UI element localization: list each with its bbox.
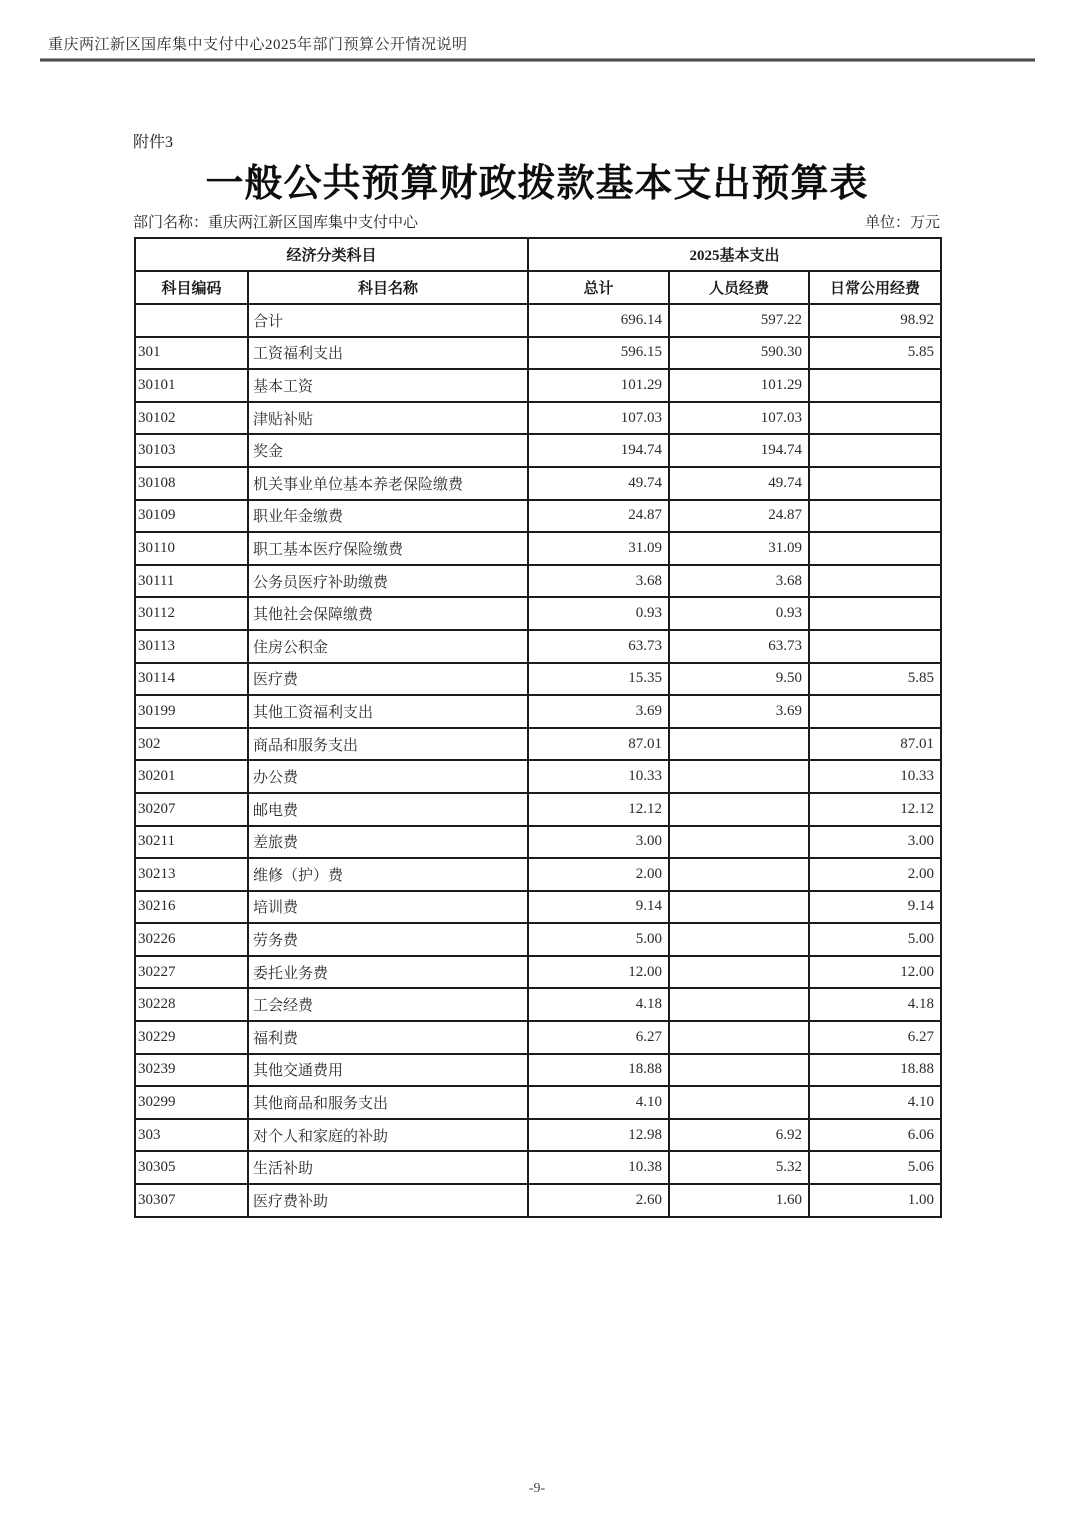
table-row <box>135 500 941 533</box>
table-row <box>135 434 941 467</box>
cell-personnel-funds: 107.03 <box>669 402 809 435</box>
cell-subject-code: 30226 <box>135 923 248 956</box>
cell-total: 63.73 <box>528 630 669 663</box>
cell-subject-name: 培训费 <box>248 891 528 924</box>
cell-total: 4.18 <box>528 988 669 1021</box>
column-header-personnel-funds: 人员经费 <box>669 271 809 304</box>
cell-subject-code: 30109 <box>135 500 248 533</box>
cell-personnel-funds <box>669 923 809 956</box>
table-row <box>135 728 941 761</box>
page-number: -9- <box>528 1481 546 1496</box>
page-title: 一般公共预算财政拨款基本支出预算表 <box>205 163 869 205</box>
cell-total: 12.12 <box>528 793 669 826</box>
cell-total: 31.09 <box>528 532 669 565</box>
table-header-row-columns <box>135 271 941 304</box>
cell-subject-name: 基本工资 <box>248 369 528 402</box>
cell-total: 107.03 <box>528 402 669 435</box>
table-row <box>135 565 941 598</box>
attachment-label: 附件3 <box>133 134 174 151</box>
table-row <box>135 988 941 1021</box>
document-header-text: 重庆两江新区国库集中支付中心2025年部门预算公开情况说明 <box>48 37 468 53</box>
table-row <box>135 663 941 696</box>
cell-total: 101.29 <box>528 369 669 402</box>
cell-total: 2.60 <box>528 1184 669 1217</box>
cell-subject-code: 30207 <box>135 793 248 826</box>
cell-subject-name: 福利费 <box>248 1021 528 1054</box>
cell-daily-public-funds: 6.27 <box>809 1021 941 1054</box>
cell-daily-public-funds <box>809 565 941 598</box>
cell-subject-name: 生活补助 <box>248 1151 528 1184</box>
cell-subject-name: 职工基本医疗保险缴费 <box>248 532 528 565</box>
cell-personnel-funds: 101.29 <box>669 369 809 402</box>
cell-daily-public-funds <box>809 630 941 663</box>
cell-personnel-funds: 63.73 <box>669 630 809 663</box>
header-economic-classification: 经济分类科目 <box>135 238 528 271</box>
cell-subject-name: 医疗费 <box>248 663 528 696</box>
cell-subject-name: 机关事业单位基本养老保险缴费 <box>248 467 528 500</box>
cell-total: 5.00 <box>528 923 669 956</box>
cell-personnel-funds: 194.74 <box>669 434 809 467</box>
cell-daily-public-funds: 5.85 <box>809 337 941 370</box>
table-row <box>135 826 941 859</box>
cell-daily-public-funds <box>809 597 941 630</box>
cell-subject-name: 其他工资福利支出 <box>248 695 528 728</box>
department-name-label: 部门名称：重庆两江新区国库集中支付中心 <box>133 215 419 231</box>
cell-personnel-funds <box>669 891 809 924</box>
cell-personnel-funds <box>669 988 809 1021</box>
cell-subject-code: 30113 <box>135 630 248 663</box>
cell-personnel-funds: 6.92 <box>669 1119 809 1152</box>
cell-subject-code: 30201 <box>135 760 248 793</box>
cell-personnel-funds <box>669 956 809 989</box>
cell-subject-name: 工资福利支出 <box>248 337 528 370</box>
cell-daily-public-funds: 1.00 <box>809 1184 941 1217</box>
cell-subject-code: 30112 <box>135 597 248 630</box>
cell-daily-public-funds: 6.06 <box>809 1119 941 1152</box>
cell-subject-code: 303 <box>135 1119 248 1152</box>
header-rule <box>40 58 1035 62</box>
cell-daily-public-funds: 12.12 <box>809 793 941 826</box>
cell-subject-name: 职业年金缴费 <box>248 500 528 533</box>
cell-personnel-funds <box>669 858 809 891</box>
cell-total: 18.88 <box>528 1054 669 1087</box>
cell-subject-name: 其他商品和服务支出 <box>248 1086 528 1119</box>
table-row <box>135 369 941 402</box>
column-header-subject-code: 科目编码 <box>135 271 248 304</box>
cell-personnel-funds <box>669 728 809 761</box>
cell-subject-code: 30199 <box>135 695 248 728</box>
cell-subject-name: 邮电费 <box>248 793 528 826</box>
cell-subject-code: 301 <box>135 337 248 370</box>
table-row <box>135 956 941 989</box>
cell-subject-code: 30211 <box>135 826 248 859</box>
cell-subject-code: 30114 <box>135 663 248 696</box>
cell-subject-name: 公务员医疗补助缴费 <box>248 565 528 598</box>
cell-subject-code: 30305 <box>135 1151 248 1184</box>
cell-subject-code <box>135 304 248 337</box>
cell-personnel-funds: 597.22 <box>669 304 809 337</box>
table-row <box>135 858 941 891</box>
cell-daily-public-funds: 5.00 <box>809 923 941 956</box>
cell-total: 3.00 <box>528 826 669 859</box>
cell-personnel-funds: 9.50 <box>669 663 809 696</box>
cell-subject-name: 工会经费 <box>248 988 528 1021</box>
cell-daily-public-funds <box>809 532 941 565</box>
cell-subject-code: 30103 <box>135 434 248 467</box>
cell-subject-code: 30108 <box>135 467 248 500</box>
cell-total: 49.74 <box>528 467 669 500</box>
column-header-subject-name: 科目名称 <box>248 271 528 304</box>
cell-subject-name: 其他交通费用 <box>248 1054 528 1087</box>
cell-personnel-funds: 49.74 <box>669 467 809 500</box>
cell-personnel-funds: 3.68 <box>669 565 809 598</box>
cell-subject-name: 维修（护）费 <box>248 858 528 891</box>
cell-daily-public-funds: 98.92 <box>809 304 941 337</box>
table-row <box>135 891 941 924</box>
cell-subject-code: 30299 <box>135 1086 248 1119</box>
cell-personnel-funds <box>669 793 809 826</box>
cell-subject-code: 30101 <box>135 369 248 402</box>
cell-daily-public-funds <box>809 434 941 467</box>
cell-subject-name: 劳务费 <box>248 923 528 956</box>
cell-total: 3.68 <box>528 565 669 598</box>
meta-row <box>133 211 940 232</box>
cell-total: 87.01 <box>528 728 669 761</box>
cell-personnel-funds: 24.87 <box>669 500 809 533</box>
unit-label: 单位：万元 <box>864 215 940 231</box>
cell-total: 696.14 <box>528 304 669 337</box>
cell-daily-public-funds <box>809 500 941 533</box>
cell-daily-public-funds: 10.33 <box>809 760 941 793</box>
cell-daily-public-funds <box>809 695 941 728</box>
cell-subject-name: 医疗费补助 <box>248 1184 528 1217</box>
cell-personnel-funds: 5.32 <box>669 1151 809 1184</box>
cell-daily-public-funds: 4.18 <box>809 988 941 1021</box>
cell-daily-public-funds: 5.06 <box>809 1151 941 1184</box>
cell-total: 12.00 <box>528 956 669 989</box>
table-row <box>135 1021 941 1054</box>
cell-personnel-funds: 31.09 <box>669 532 809 565</box>
cell-subject-name: 合计 <box>248 304 528 337</box>
cell-personnel-funds: 1.60 <box>669 1184 809 1217</box>
column-header-daily-public-funds: 日常公用经费 <box>809 271 941 304</box>
cell-subject-code: 30228 <box>135 988 248 1021</box>
cell-daily-public-funds: 9.14 <box>809 891 941 924</box>
cell-total: 596.15 <box>528 337 669 370</box>
table-row <box>135 337 941 370</box>
table-row <box>135 1086 941 1119</box>
cell-total: 9.14 <box>528 891 669 924</box>
column-header-total: 总计 <box>528 271 669 304</box>
cell-personnel-funds <box>669 760 809 793</box>
cell-personnel-funds <box>669 826 809 859</box>
cell-total: 12.98 <box>528 1119 669 1152</box>
cell-total: 0.93 <box>528 597 669 630</box>
cell-subject-code: 30227 <box>135 956 248 989</box>
budget-table-body <box>135 304 941 1217</box>
cell-subject-name: 住房公积金 <box>248 630 528 663</box>
cell-total: 15.35 <box>528 663 669 696</box>
cell-subject-code: 302 <box>135 728 248 761</box>
cell-subject-code: 30216 <box>135 891 248 924</box>
cell-daily-public-funds: 4.10 <box>809 1086 941 1119</box>
cell-total: 2.00 <box>528 858 669 891</box>
cell-daily-public-funds: 12.00 <box>809 956 941 989</box>
table-row <box>135 532 941 565</box>
table-row <box>135 597 941 630</box>
cell-total: 6.27 <box>528 1021 669 1054</box>
header-2025-basic-expenditure: 2025基本支出 <box>528 238 941 271</box>
table-header-row-groups <box>135 238 941 271</box>
cell-personnel-funds <box>669 1054 809 1087</box>
cell-personnel-funds <box>669 1021 809 1054</box>
cell-total: 10.38 <box>528 1151 669 1184</box>
cell-personnel-funds: 0.93 <box>669 597 809 630</box>
table-row <box>135 695 941 728</box>
cell-subject-code: 30111 <box>135 565 248 598</box>
table-row <box>135 467 941 500</box>
cell-subject-code: 30307 <box>135 1184 248 1217</box>
cell-subject-name: 津贴补贴 <box>248 402 528 435</box>
table-row <box>135 1054 941 1087</box>
cell-daily-public-funds <box>809 369 941 402</box>
cell-daily-public-funds: 2.00 <box>809 858 941 891</box>
table-row <box>135 630 941 663</box>
table-row <box>135 304 941 337</box>
cell-subject-code: 30239 <box>135 1054 248 1087</box>
cell-subject-name: 商品和服务支出 <box>248 728 528 761</box>
cell-subject-name: 委托业务费 <box>248 956 528 989</box>
table-row <box>135 1119 941 1152</box>
table-row <box>135 402 941 435</box>
cell-personnel-funds: 3.69 <box>669 695 809 728</box>
cell-total: 10.33 <box>528 760 669 793</box>
cell-subject-code: 30213 <box>135 858 248 891</box>
cell-personnel-funds: 590.30 <box>669 337 809 370</box>
budget-table <box>134 237 942 1218</box>
table-row <box>135 793 941 826</box>
cell-subject-name: 办公费 <box>248 760 528 793</box>
cell-subject-code: 30110 <box>135 532 248 565</box>
cell-subject-name: 其他社会保障缴费 <box>248 597 528 630</box>
cell-daily-public-funds <box>809 467 941 500</box>
budget-table-header <box>135 238 941 304</box>
cell-subject-name: 对个人和家庭的补助 <box>248 1119 528 1152</box>
cell-daily-public-funds: 5.85 <box>809 663 941 696</box>
cell-subject-code: 30102 <box>135 402 248 435</box>
table-row <box>135 1184 941 1217</box>
cell-subject-name: 奖金 <box>248 434 528 467</box>
cell-subject-name: 差旅费 <box>248 826 528 859</box>
cell-total: 3.69 <box>528 695 669 728</box>
cell-daily-public-funds: 87.01 <box>809 728 941 761</box>
cell-daily-public-funds: 3.00 <box>809 826 941 859</box>
cell-personnel-funds <box>669 1086 809 1119</box>
cell-total: 4.10 <box>528 1086 669 1119</box>
table-row <box>135 760 941 793</box>
cell-daily-public-funds <box>809 402 941 435</box>
cell-total: 24.87 <box>528 500 669 533</box>
cell-total: 194.74 <box>528 434 669 467</box>
table-row <box>135 923 941 956</box>
cell-daily-public-funds: 18.88 <box>809 1054 941 1087</box>
table-row <box>135 1151 941 1184</box>
cell-subject-code: 30229 <box>135 1021 248 1054</box>
